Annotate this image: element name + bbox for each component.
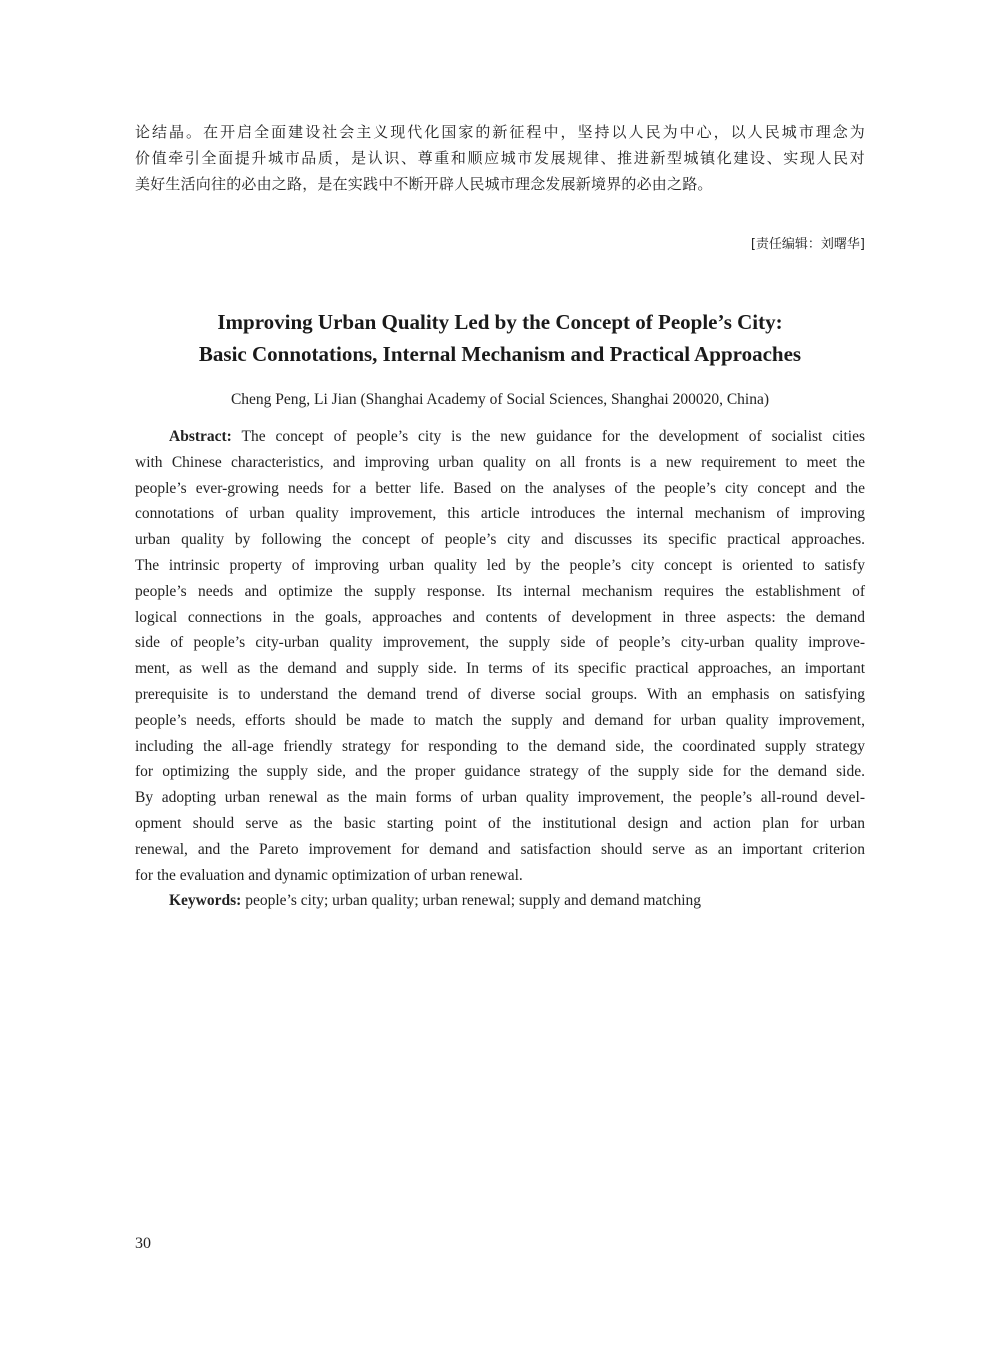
editor-note: [责任编辑：刘曙华]: [750, 237, 865, 252]
abstract-line: ment, as well as the demand and supply side. In terms of its specific practical approaches, an important: [135, 660, 865, 678]
title-line-1: Improving Urban Quality Led by the Concept of People’s City:: [217, 310, 783, 334]
keywords-line: [135, 888, 865, 914]
keywords-label: Keywords:: [169, 892, 242, 910]
english-title: [0, 306, 1000, 370]
abstract-first-text: The concept of people’s city is the new guidance for the development of socialist cities: [231, 428, 865, 445]
abstract-line: opment should serve as the basic starting point of the institutional design and action plan for urban: [135, 814, 865, 832]
chinese-line: 美好生活向往的必由之路，是在实践中不断开辟人民城市理念发展新境界的必由之路。: [135, 175, 713, 193]
abstract-line: urban quality by following the concept of people’s city and discusses its specific practical approaches.: [135, 531, 865, 549]
authors-affiliation: Cheng Peng, Li Jian (Shanghai Academy of Social Sciences, Shanghai 200020, China): [230, 391, 770, 408]
abstract-line: The intrinsic property of improving urban quality led by the people’s city concept is oriented to satisfy: [135, 556, 865, 574]
abstract-line: people’s ever-growing needs for a better life. Based on the analyses of the people’s city concept and the: [135, 479, 865, 497]
chinese-line: 论结晶。在开启全面建设社会主义现代化国家的新征程中，坚持以人民为中心，以人民城市理念为: [135, 123, 865, 141]
abstract-line: prerequisite is to understand the demand trend of diverse social groups. With an emphasis on satisfying: [135, 685, 865, 703]
abstract-line: people’s needs, efforts should be made to match the supply and demand for urban quality improvement,: [135, 711, 865, 729]
chinese-line: 价值牵引全面提升城市品质，是认识、尊重和顺应城市发展规律、推进新型城镇化建设、实现人民对: [135, 149, 865, 167]
abstract-line: for the evaluation and dynamic optimization of urban renewal.: [135, 866, 523, 884]
abstract-line: By adopting urban renewal as the main forms of urban quality improvement, the people’s all-round devel-: [135, 789, 865, 807]
abstract: [135, 424, 865, 914]
abstract-line: with Chinese characteristics, and improving urban quality on all fronts is a new requirement to meet the: [135, 453, 865, 471]
abstract-line: people’s needs and optimize the supply response. Its internal mechanism requires the establishment of: [135, 582, 865, 600]
abstract-line: connotations of urban quality improvement, this article introduces the internal mechanism of improving: [135, 505, 865, 523]
title-line-2: Basic Connotations, Internal Mechanism and Practical Approaches: [198, 342, 802, 366]
abstract-line: renewal, and the Pareto improvement for demand and satisfaction should serve as an important criterion: [135, 840, 865, 858]
abstract-line: logical connections in the goals, approaches and contents of development in three aspects: the demand: [135, 608, 865, 626]
abstract-label: Abstract:: [169, 428, 232, 445]
abstract-line: for optimizing the supply side, and the proper guidance strategy of the supply side for the demand side.: [135, 763, 865, 781]
abstract-line: including the all-age friendly strategy for responding to the demand side, the coordinated supply strategy: [135, 737, 865, 755]
abstract-line: side of people’s city-urban quality improvement, the supply side of people’s city-urban quality improve-: [135, 634, 865, 652]
keywords-text: people’s city; urban quality; urban renewal; supply and demand matching: [241, 892, 702, 910]
abstract-first-line: [135, 424, 865, 450]
chinese-paragraph: [135, 119, 865, 197]
page-number: 30: [135, 1235, 151, 1252]
